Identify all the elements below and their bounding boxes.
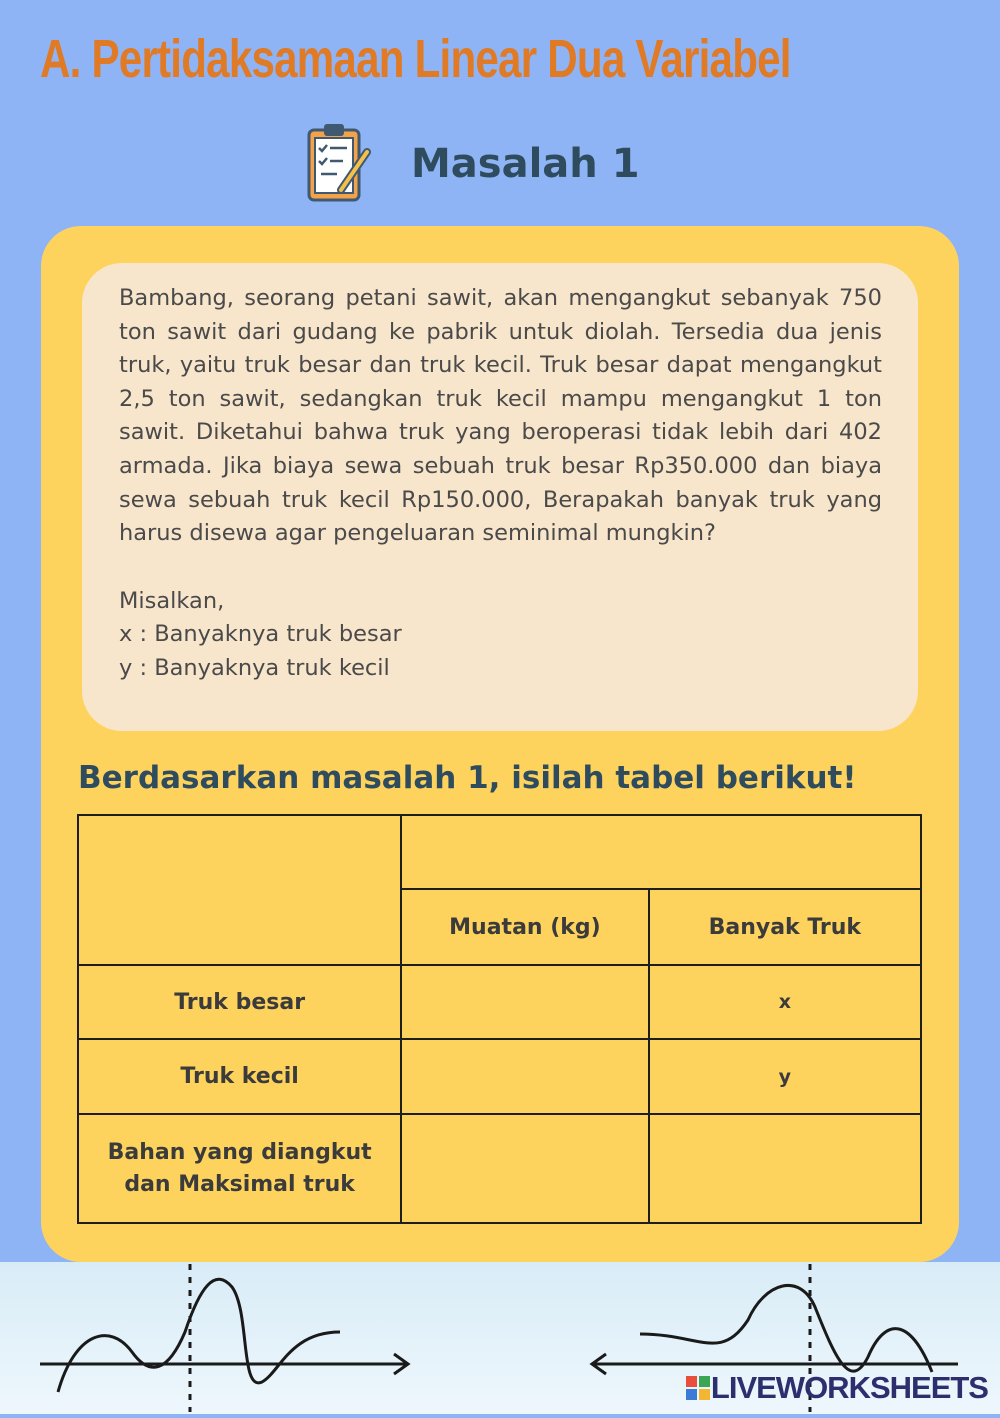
table-header-blank-cell[interactable]: [401, 815, 921, 889]
answer-cell-muatan-kecil[interactable]: [401, 1039, 648, 1114]
variable-x-definition: x : Banyaknya truk besar: [119, 621, 402, 648]
row-label-line-2: dan Maksimal truk: [124, 1171, 355, 1197]
problem-box: [82, 263, 918, 731]
header-banyak-truk: Banyak Truk: [649, 889, 921, 965]
answer-cell-bahan[interactable]: [401, 1114, 648, 1223]
row-label-truk-kecil: Truk kecil: [78, 1039, 401, 1114]
subtitle: Masalah 1: [411, 141, 640, 187]
page-title: A. Pertidaksamaan Linear Dua Variabel: [40, 29, 791, 89]
answer-cell-muatan-besar[interactable]: [401, 965, 648, 1039]
subtitle-row: [305, 122, 640, 206]
cell-banyak-kecil: y: [649, 1039, 921, 1114]
clipboard-checklist-icon: [305, 122, 371, 206]
liveworksheets-logo-icon: [685, 1375, 711, 1401]
misalkan-label: Misalkan,: [119, 587, 225, 614]
problem-paragraph: Bambang, seorang petani sawit, akan mengangkut sebanyak 750 ton sawit dari gudang ke pabrik untuk diolah. Tersedia dua jenis truk, yaitu truk besar dan truk kecil. Truk besar dapat mengangkut 2,5 ton sawit, sedangkan truk kecil mampu mengangkut 1 ton sawit. Diketahui bahwa truk yang beroperasi tidak lebih dari 402 armada. Jika biaya sewa sebuah truk besar Rp350.000 dan biaya sewa sebuah truk kecil Rp150.000, Berapakah banyak truk yang harus disewa agar pengeluaran seminimal mungkin?: [119, 285, 882, 547]
variable-y-definition: y : Banyaknya truk kecil: [119, 654, 390, 681]
cell-banyak-besar: x: [649, 965, 921, 1039]
row-label-truk-besar: Truk besar: [78, 965, 401, 1039]
table-corner-cell: [78, 815, 401, 965]
watermark-text: LIVEWORKSHEETS: [710, 1370, 988, 1405]
bottom-decoration: [0, 1262, 1000, 1414]
row-label-line-1: Bahan yang diangkut: [107, 1139, 372, 1165]
answer-cell-maksimal-truk[interactable]: [649, 1114, 921, 1223]
data-table: [77, 814, 922, 1224]
liveworksheets-watermark: [685, 1370, 988, 1406]
table-heading: Berdasarkan masalah 1, isilah tabel berikut!: [78, 760, 857, 796]
header-muatan: Muatan (kg): [401, 889, 648, 965]
row-label-bahan-maksimal: [78, 1114, 401, 1223]
